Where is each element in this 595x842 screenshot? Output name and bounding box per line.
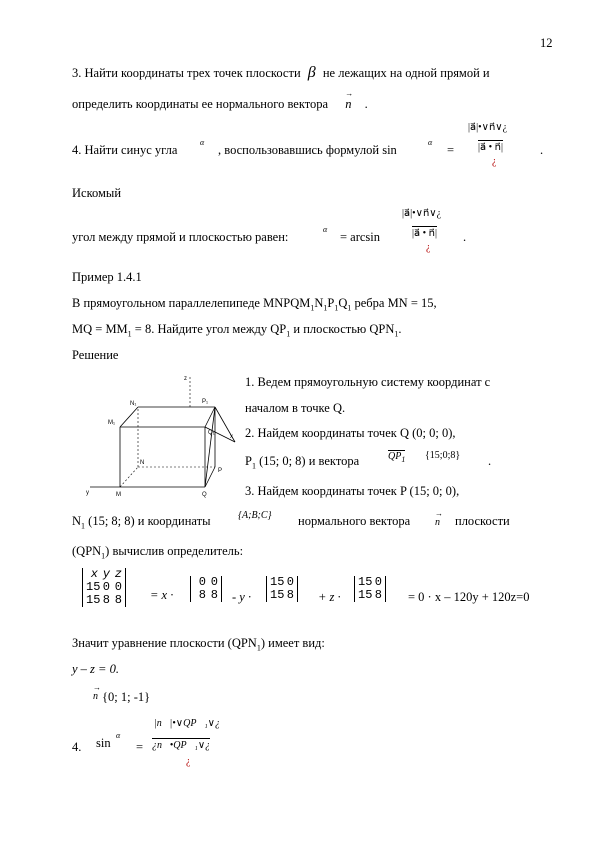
- period-3: .: [463, 230, 467, 244]
- normal-vector-symbol: → n: [345, 97, 351, 112]
- ex-text-a: В прямоугольном параллелепипеде MNPQM: [72, 296, 311, 310]
- cell: 15: [86, 593, 101, 607]
- period-4: .: [488, 454, 492, 468]
- iskomy-text: Искомый: [72, 186, 122, 200]
- formula2-numerator: |a⃗|•∨n⃗∨¿: [402, 208, 442, 219]
- angle-text: угол между прямой и плоскостью равен:: [72, 230, 289, 244]
- formula2-marker: ¿: [426, 242, 431, 253]
- cell: 15: [270, 575, 285, 589]
- abc-coords: {A;B;C}: [238, 510, 272, 521]
- step3-text2: определить координаты ее нормального вектора: [72, 97, 329, 111]
- ex-text-c: P: [327, 296, 335, 310]
- cell: 15: [358, 588, 373, 602]
- sub: 1: [394, 329, 399, 339]
- cell: 8: [210, 588, 218, 602]
- minus-y: - y ·: [232, 590, 252, 604]
- sub: 1: [334, 303, 339, 313]
- normal-vector-n: → n: [435, 517, 440, 528]
- qp-vec-text: QP: [388, 451, 402, 462]
- label-N1: N₁: [130, 401, 137, 407]
- n1-rest: (15; 8; 8) и координаты: [85, 514, 211, 528]
- matrix-3x3: [82, 568, 126, 607]
- cell: 8: [198, 588, 206, 602]
- cell: 15: [86, 580, 101, 594]
- ex2-a: MQ = MM: [72, 322, 128, 336]
- plane-equation: y – z = 0.: [72, 662, 119, 676]
- alpha-symbol-2: α: [428, 138, 433, 147]
- cell: 0: [114, 580, 122, 594]
- step4-label: 4.: [72, 740, 82, 754]
- cell: 15: [270, 588, 285, 602]
- sub: 1: [323, 303, 328, 313]
- label-M: M: [116, 492, 121, 498]
- step3-text-b: не лежащих на одной прямой и: [322, 66, 490, 80]
- formula1-marker: ¿: [492, 156, 497, 167]
- hidden-edge: [120, 467, 138, 487]
- matrix-x: [190, 576, 222, 602]
- sub: 1: [256, 643, 261, 653]
- cell: 15: [358, 575, 373, 589]
- solution-title: Решение: [72, 348, 119, 362]
- period: .: [364, 97, 368, 111]
- pe-b: ) имеет вид:: [260, 636, 325, 650]
- det-intro: [72, 544, 243, 561]
- n-letter: N: [72, 514, 82, 528]
- sub: 1: [127, 329, 132, 339]
- cell: y: [102, 567, 110, 581]
- label-P1: P₁: [202, 399, 209, 405]
- cell: 8: [102, 593, 110, 607]
- example-title: Пример 1.4.1: [72, 270, 142, 284]
- sin-text: sin: [96, 736, 111, 750]
- step2-line-a: 2. Найдем координаты точек Q (0; 0; 0),: [245, 426, 456, 440]
- qp-coords: {15;0;8}: [425, 450, 461, 461]
- parallelepiped-figure: [80, 372, 240, 502]
- cell: 0: [374, 575, 382, 589]
- det-b: ) вычислив определитель:: [105, 544, 244, 558]
- sub: 1: [251, 461, 256, 471]
- plus-z: + z ·: [318, 590, 341, 604]
- label-N: N: [140, 460, 145, 466]
- sub: 1: [310, 303, 315, 313]
- example-line1: [72, 296, 437, 313]
- normal-n-symbol: → n: [93, 691, 98, 702]
- normal-coords: {0; 1; -1}: [102, 690, 151, 704]
- cell: 0: [102, 580, 110, 594]
- ex-text-b: N: [314, 296, 324, 310]
- matrix-z: [354, 576, 386, 602]
- equals-sign-2: =: [136, 740, 144, 754]
- cell: 0: [198, 575, 206, 589]
- step3-text-main: 3. Найдем координаты точек P (15; 0; 0),: [245, 484, 460, 498]
- ex-text-d: Q: [338, 296, 348, 310]
- alpha-symbol-4: α: [116, 731, 121, 740]
- label-z: z: [184, 376, 187, 382]
- alpha-symbol-3: α: [323, 225, 328, 234]
- cell: 8: [374, 588, 382, 602]
- step3-line2: [72, 97, 368, 112]
- period-2: .: [540, 143, 544, 157]
- alpha-symbol: α: [200, 138, 205, 147]
- eq-x: = x ·: [150, 588, 174, 602]
- det-result: = 0 · x – 120y + 120z=0: [408, 590, 530, 604]
- formula4-numerator: |n⃗|•∨QP⃗₁∨¿: [154, 718, 221, 729]
- cell: 8: [286, 588, 294, 602]
- label-Q1: Q₁: [208, 430, 215, 436]
- formula1-denominator: |a⃗ • n⃗|: [478, 142, 503, 153]
- step1-line-a: 1. Ведем прямоугольную систему координат с: [245, 375, 491, 389]
- ex2-d: .: [398, 322, 402, 336]
- sub: 1: [347, 303, 352, 313]
- plane-word: плоскости: [455, 514, 510, 528]
- sub: 1: [81, 521, 86, 531]
- equals-sign: =: [447, 143, 455, 157]
- sub: 1: [101, 551, 106, 561]
- label-Q: Q: [202, 492, 207, 498]
- det-a: (QPN: [72, 544, 102, 558]
- cell: x: [90, 567, 98, 581]
- cell: z: [114, 567, 122, 581]
- formula4-marker: ¿: [186, 756, 191, 767]
- step2-rest: (15; 0; 8) и вектора: [255, 454, 360, 468]
- formula1-numerator: |a⃗|•∨n⃗∨¿: [468, 122, 508, 133]
- matrix-y: [266, 576, 298, 602]
- formula4-denominator: ¿n⃗•QP⃗₁∨¿: [152, 740, 211, 751]
- normal-vector-text: нормального вектора: [298, 514, 411, 528]
- pe-a: Значит уравнение плоскости (QPN: [72, 636, 257, 650]
- qp-vector: [388, 450, 405, 464]
- ex-text-e: ребра MN = 15,: [351, 296, 437, 310]
- step1-line-b: началом в точке Q.: [245, 401, 346, 415]
- label-P: P: [218, 468, 223, 474]
- formula2-denominator: |a⃗ • n⃗|: [412, 228, 437, 239]
- arcsin-text: = arcsin: [340, 230, 381, 244]
- diag: [205, 407, 215, 487]
- sub: 1: [286, 329, 291, 339]
- ex2-b: = 8. Найдите угол между QP: [131, 322, 287, 336]
- label-x: x: [230, 434, 233, 440]
- cell: 0: [210, 575, 218, 589]
- step2-line-b: [245, 454, 359, 471]
- page-number: 12: [540, 36, 553, 50]
- example-line2: [72, 322, 402, 339]
- cell: 8: [114, 593, 122, 607]
- step3-line1: [72, 64, 490, 82]
- step3-text: 3. Найти координаты трех точек плоскости: [72, 66, 301, 80]
- n1-line: [72, 514, 210, 531]
- sub: 1: [401, 455, 406, 464]
- plane-eq-intro: [72, 636, 325, 653]
- label-M1: M₁: [108, 420, 116, 426]
- beta-symbol: β: [307, 64, 316, 81]
- p-letter: P: [245, 454, 252, 468]
- step4-prefix: 4. Найти синус угла: [72, 143, 178, 157]
- label-y: y: [86, 490, 89, 496]
- step4-mid: , воспользовавшись формулой sin: [218, 143, 397, 157]
- ex2-c: и плоскостью QPN: [290, 322, 395, 336]
- edge: [120, 407, 138, 427]
- cell: 0: [286, 575, 294, 589]
